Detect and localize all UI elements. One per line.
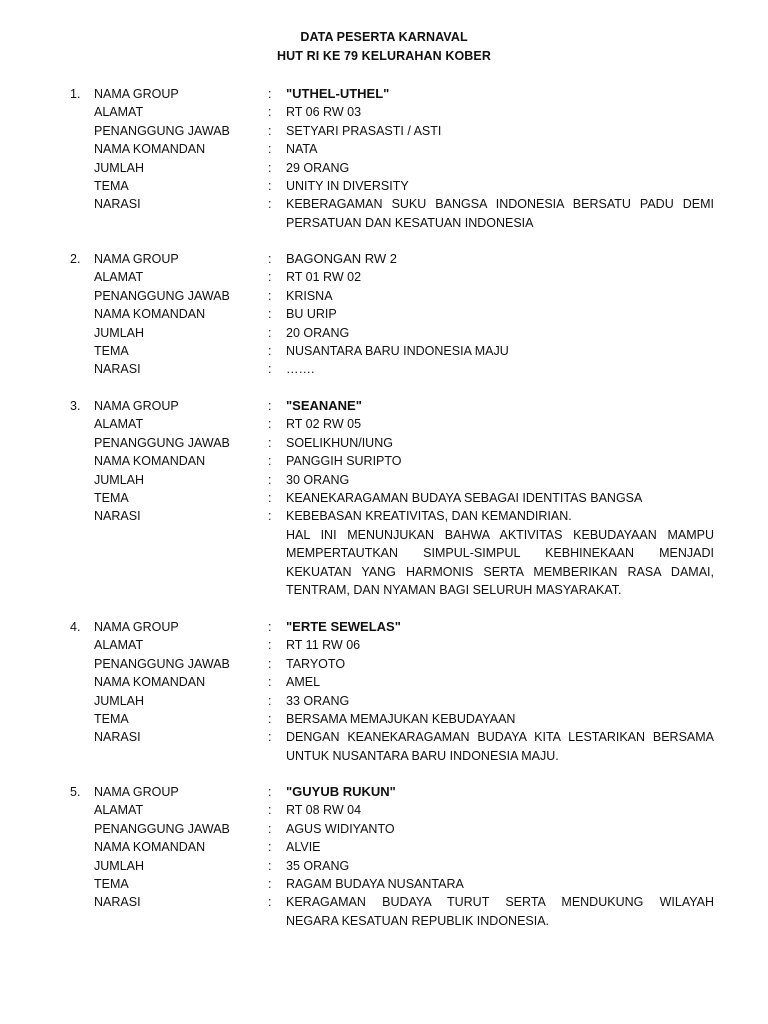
- document-title: DATA PESERTA KARNAVAL: [300, 30, 468, 44]
- commander-label: NAMA KOMANDAN: [94, 454, 206, 469]
- colon: :: [268, 270, 272, 285]
- colon: :: [268, 105, 272, 120]
- entry-number: 4.: [70, 620, 81, 634]
- commander-label: NAMA KOMANDAN: [94, 675, 206, 690]
- theme-label: TEMA: [94, 490, 129, 505]
- narration-line: NEGARA KESATUAN REPUBLIK INDONESIA.: [286, 913, 550, 928]
- address-label: ALAMAT: [94, 638, 144, 653]
- pic-label: PENANGGUNG JAWAB: [94, 123, 230, 138]
- participant-entry-2: [0, 250, 768, 379]
- narration-value: [286, 507, 714, 599]
- colon: :: [268, 325, 272, 340]
- colon: :: [268, 288, 272, 303]
- group-label: NAMA GROUP: [94, 252, 179, 266]
- colon: :: [268, 785, 272, 799]
- colon: :: [268, 472, 272, 487]
- group-name: "SEANANE": [286, 398, 362, 413]
- commander-label: NAMA KOMANDAN: [94, 840, 206, 855]
- narration-line: MEMPERTAUTKAN SIMPUL-SIMPUL KEBHINEKAAN MENJADI: [286, 546, 714, 561]
- count-value: 20 ORANG: [286, 325, 350, 340]
- count-label: JUMLAH: [94, 693, 145, 708]
- entry-number: 2.: [70, 252, 81, 266]
- count-label: JUMLAH: [94, 160, 145, 175]
- colon: :: [268, 509, 272, 524]
- pic-value: SOELIKHUN/IUNG: [286, 435, 393, 450]
- theme-label: TEMA: [94, 711, 129, 726]
- colon: :: [268, 730, 272, 745]
- commander-value: ALVIE: [286, 840, 321, 855]
- colon: :: [268, 803, 272, 818]
- narration-line: DENGAN KEANEKARAGAMAN BUDAYA KITA LESTARIKAN BERSAMA: [286, 730, 714, 745]
- colon: :: [268, 435, 272, 450]
- narration-line: PERSATUAN DAN KESATUAN INDONESIA: [286, 215, 534, 230]
- commander-value: NATA: [286, 142, 318, 157]
- colon: :: [268, 895, 272, 910]
- colon: :: [268, 160, 272, 175]
- narration-label: NARASI: [94, 509, 141, 524]
- narration-label: NARASI: [94, 895, 141, 910]
- narration-line: TENTRAM, DAN NYAMAN BAGI SELURUH MASYARAKAT.: [286, 582, 622, 597]
- pic-label: PENANGGUNG JAWAB: [94, 821, 230, 836]
- colon: :: [268, 252, 272, 266]
- commander-label: NAMA KOMANDAN: [94, 142, 206, 157]
- commander-value: BU URIP: [286, 307, 337, 322]
- narration-label: NARASI: [94, 197, 141, 212]
- pic-value: AGUS WIDIYANTO: [286, 821, 395, 836]
- colon: :: [268, 876, 272, 891]
- narration-line: KEBERAGAMAN SUKU BANGSA INDONESIA BERSATU PADU DEMI: [286, 197, 714, 212]
- group-name: "ERTE SEWELAS": [286, 619, 401, 634]
- pic-value: KRISNA: [286, 288, 333, 303]
- colon: :: [268, 197, 272, 212]
- narration-value: [286, 195, 714, 232]
- address-value: RT 06 RW 03: [286, 105, 362, 120]
- address-label: ALAMAT: [94, 270, 144, 285]
- colon: :: [268, 638, 272, 653]
- address-label: ALAMAT: [94, 105, 144, 120]
- pic-value: SETYARI PRASASTI / ASTI: [286, 123, 442, 138]
- commander-label: NAMA KOMANDAN: [94, 307, 206, 322]
- participant-entry-3: [0, 397, 768, 597]
- group-label: NAMA GROUP: [94, 87, 179, 101]
- colon: :: [268, 399, 272, 413]
- entry-number: 3.: [70, 399, 81, 413]
- narration-line: KEBEBASAN KREATIVITAS, DAN KEMANDIRIAN.: [286, 509, 572, 524]
- address-label: ALAMAT: [94, 417, 144, 432]
- pic-label: PENANGGUNG JAWAB: [94, 288, 230, 303]
- theme-value: BERSAMA MEMAJUKAN KEBUDAYAAN: [286, 711, 516, 726]
- colon: :: [268, 123, 272, 138]
- theme-label: TEMA: [94, 876, 129, 891]
- colon: :: [268, 417, 272, 432]
- commander-value: AMEL: [286, 675, 321, 690]
- narration-line: KERAGAMAN BUDAYA TURUT SERTA MENDUKUNG WILAYAH: [286, 895, 714, 910]
- colon: :: [268, 307, 272, 322]
- commander-value: PANGGIH SURIPTO: [286, 454, 402, 469]
- address-value: RT 08 RW 04: [286, 803, 362, 818]
- participant-entry-4: [0, 618, 768, 763]
- colon: :: [268, 454, 272, 469]
- count-value: 30 ORANG: [286, 472, 350, 487]
- narration-line: HAL INI MENUNJUKAN BAHWA AKTIVITAS KEBUDAYAAN MAMPU: [286, 527, 714, 542]
- colon: :: [268, 656, 272, 671]
- colon: :: [268, 711, 272, 726]
- group-label: NAMA GROUP: [94, 620, 179, 634]
- colon: :: [268, 87, 272, 101]
- narration-value: [286, 728, 714, 765]
- group-label: NAMA GROUP: [94, 785, 179, 799]
- pic-value: TARYOTO: [286, 656, 346, 671]
- colon: :: [268, 490, 272, 505]
- colon: :: [268, 675, 272, 690]
- entry-number: 5.: [70, 785, 81, 799]
- document-subtitle: HUT RI KE 79 KELURAHAN KOBER: [277, 49, 491, 63]
- narration-line: KEKUATAN YANG HARMONIS SERTA MEMBERIKAN RASA DAMAI,: [286, 564, 714, 579]
- address-label: ALAMAT: [94, 803, 144, 818]
- colon: :: [268, 142, 272, 157]
- count-value: 33 ORANG: [286, 693, 350, 708]
- theme-label: TEMA: [94, 343, 129, 358]
- theme-value: KEANEKARAGAMAN BUDAYA SEBAGAI IDENTITAS BANGSA: [286, 490, 643, 505]
- colon: :: [268, 178, 272, 193]
- address-value: RT 01 RW 02: [286, 270, 362, 285]
- group-name: BAGONGAN RW 2: [286, 251, 398, 266]
- group-name: "GUYUB RUKUN": [286, 784, 396, 799]
- group-name: "UTHEL-UTHEL": [286, 86, 390, 101]
- pic-label: PENANGGUNG JAWAB: [94, 656, 230, 671]
- theme-value: NUSANTARA BARU INDONESIA MAJU: [286, 343, 509, 358]
- entry-number: 1.: [70, 87, 81, 101]
- theme-value: UNITY IN DIVERSITY: [286, 178, 409, 193]
- narration-label: NARASI: [94, 362, 141, 377]
- group-label: NAMA GROUP: [94, 399, 179, 413]
- address-value: RT 02 RW 05: [286, 417, 362, 432]
- colon: :: [268, 821, 272, 836]
- count-value: 35 ORANG: [286, 858, 350, 873]
- count-label: JUMLAH: [94, 472, 145, 487]
- count-value: 29 ORANG: [286, 160, 350, 175]
- narration-line: UNTUK NUSANTARA BARU INDONESIA MAJU.: [286, 748, 559, 763]
- colon: :: [268, 840, 272, 855]
- colon: :: [268, 620, 272, 634]
- theme-value: RAGAM BUDAYA NUSANTARA: [286, 876, 464, 891]
- colon: :: [268, 693, 272, 708]
- pic-label: PENANGGUNG JAWAB: [94, 435, 230, 450]
- colon: :: [268, 858, 272, 873]
- participant-entry-1: [0, 85, 768, 230]
- participant-entry-5: [0, 783, 768, 928]
- colon: :: [268, 343, 272, 358]
- narration-value: …….: [286, 362, 315, 377]
- colon: :: [268, 362, 272, 377]
- address-value: RT 11 RW 06: [286, 638, 361, 653]
- count-label: JUMLAH: [94, 858, 145, 873]
- narration-value: [286, 893, 714, 930]
- theme-label: TEMA: [94, 178, 129, 193]
- narration-label: NARASI: [94, 730, 141, 745]
- count-label: JUMLAH: [94, 325, 145, 340]
